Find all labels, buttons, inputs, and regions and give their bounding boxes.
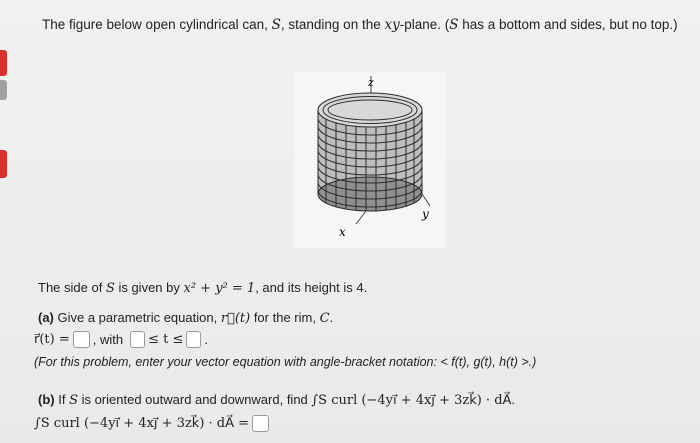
integral-answer-input[interactable] xyxy=(252,415,269,432)
symbol-xy: xy xyxy=(384,17,400,33)
r-equals-label: r⃗(t) = xyxy=(34,332,70,347)
part-b-text: is oriented outward and downward, find xyxy=(77,392,312,407)
part-b-label: (b) xyxy=(38,392,55,407)
symbol-r: r⃗(t) xyxy=(220,311,251,326)
side-text: is given by xyxy=(114,280,184,295)
part-a-text: . xyxy=(329,310,334,325)
part-a-label: (a) xyxy=(38,310,54,325)
rim-equation-input[interactable] xyxy=(73,331,90,348)
symbol-S: S xyxy=(449,17,459,33)
part-a-prompt xyxy=(38,310,333,326)
period: . xyxy=(511,392,516,407)
cylinder-figure xyxy=(294,72,446,248)
intro-text: -plane. ( xyxy=(399,17,450,32)
cylinder-surface xyxy=(318,93,422,211)
side-description xyxy=(38,280,367,296)
edge-marker-gray xyxy=(0,80,7,100)
t-lower-bound-input[interactable] xyxy=(130,331,145,348)
t-inequality: ≤ t ≤ xyxy=(148,332,184,347)
intro-text: has a bottom and sides, but no top.) xyxy=(458,17,678,32)
intro-text: , standing on the xyxy=(280,17,385,32)
surface-integral: ∫S curl (−4yi⃗ + 4xj⃗ + 3zk⃗) · dA⃗ xyxy=(311,393,512,408)
cylinder-plot xyxy=(294,72,446,248)
symbol-S: S xyxy=(271,17,281,33)
t-upper-bound-input[interactable] xyxy=(186,331,201,348)
part-a-text: Give a parametric equation, xyxy=(53,310,221,325)
intro-text: The figure below open cylindrical can, xyxy=(42,17,272,32)
part-a-answer-row xyxy=(34,331,208,348)
x-axis xyxy=(356,211,366,224)
problem-intro xyxy=(42,17,678,33)
edge-marker-red xyxy=(0,150,7,178)
notation-note: (For this problem, enter your vector equation with angle-bracket notation: < f(t), g(t), h(t) >.) xyxy=(34,355,537,369)
cylinder-equation: x² + y² = 1 xyxy=(183,281,256,296)
part-b-text: If xyxy=(54,392,70,407)
integral-equals-label: ∫S curl (−4yi⃗ + 4xj⃗ + 3zk⃗) · dA⃗ = xyxy=(34,416,250,431)
x-axis-label: x xyxy=(339,225,346,239)
side-text: , and its height is 4. xyxy=(255,280,368,295)
part-b-prompt xyxy=(38,392,515,408)
with-label: , with xyxy=(92,332,124,347)
edge-marker-red xyxy=(0,50,7,76)
z-axis-label: z xyxy=(368,76,374,89)
part-a-text: for the rim, xyxy=(250,310,320,325)
side-text: The side of xyxy=(38,280,106,295)
part-b-answer-row xyxy=(34,415,272,432)
symbol-S: S xyxy=(105,281,115,296)
y-axis-label: y xyxy=(422,207,429,221)
period: . xyxy=(204,332,208,347)
y-axis xyxy=(422,194,430,206)
symbol-S: S xyxy=(69,393,78,408)
symbol-C: C xyxy=(319,311,330,326)
